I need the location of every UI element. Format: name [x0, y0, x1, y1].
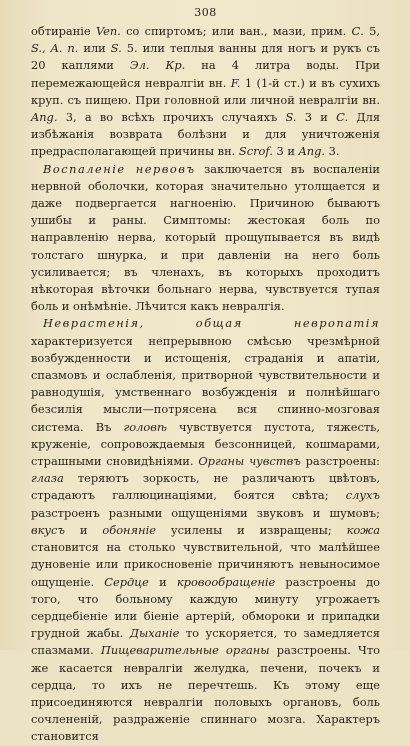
- text-run: то ускоряется, то замедляется спазмами.: [31, 626, 380, 658]
- italic-term: Scrof.: [238, 144, 273, 159]
- text-run: 3, а во всѣхъ прочихъ случаяхъ: [57, 110, 286, 125]
- text-run: со спиртомъ; или ван., мази, прим.: [120, 24, 352, 38]
- italic-term: S.: [110, 41, 122, 56]
- text-run: или: [78, 41, 111, 56]
- text-run: и: [148, 574, 177, 589]
- italic-term: F.: [230, 75, 241, 90]
- section-heading: Неврастенія, общая невропатія: [43, 316, 380, 331]
- italic-term: S.: [285, 110, 297, 125]
- text-run: разстроены. Что же касается невралгіи желудка, печени, почекъ и сердца, то ихъ не перечтешь. Къ этому еще присоединяются невралгіи половыхъ органовъ, боль сочлененій, раздраженіе спиннаго мозга. Характеръ становится: [31, 643, 380, 744]
- text-run: 3.: [325, 144, 340, 159]
- paragraph-treatment: [31, 23, 380, 161]
- italic-term: Сердце: [104, 574, 149, 589]
- italic-term: Пищеварительные органы: [100, 643, 270, 658]
- text-run: характеризуется непрерывною смѣсью чрезмѣрной возбужденности и истощенія, страданія и апатіи, спазмовъ и ослабленія, притворной чувствительности и равнодушія, умственнаго возбужденія и полнѣйшаго безсилія мысли—потрясена вся спинно-мозговая система. Въ: [31, 333, 380, 434]
- italic-term: A. n.: [50, 41, 79, 56]
- text-run: и: [65, 522, 103, 537]
- text-run: чувствуется пустота, тяжесть, круженіе, сопровождаемыя безсонницей, кошмарами, страшными сновидѣніями.: [31, 419, 380, 469]
- text-run: 5,: [363, 24, 380, 38]
- italic-term: Эл. Кр.: [129, 58, 186, 73]
- text-run: 3 и: [296, 110, 337, 125]
- italic-term: кровообращеніе: [176, 574, 276, 589]
- text-run: становится на столько чувствительной, что малѣйшее дуновеніе или прикосновеніе причиняютъ невыносимое ощущеніе.: [31, 540, 380, 589]
- text-run: на 4 литра воды. При перемежающейся невралгіи вн.: [31, 58, 381, 90]
- italic-term: Органы чувствъ: [198, 454, 301, 469]
- italic-term: кожа: [346, 522, 380, 537]
- italic-term: вкусъ: [31, 522, 66, 537]
- section-heading: Воспаленіе нервовъ: [43, 161, 196, 176]
- text-run: 5. или теплыя ванны для ногъ и рукъ съ 20 каплями: [31, 41, 380, 73]
- text-run: обтираніе: [31, 24, 96, 38]
- text-run: теряютъ зоркость, не различаютъ цвѣтовъ, страдаютъ галлюцинаціями, боятся свѣта;: [31, 471, 380, 503]
- italic-term: Ang.: [298, 144, 326, 159]
- italic-term: слухъ: [345, 488, 380, 503]
- page-number: 308: [194, 6, 217, 19]
- text-run: разстроены до того, что больному каждую минуту угрожаетъ сердцебіеніе или біеніе артерій, обмороки и припадки грудной жабы.: [31, 574, 380, 641]
- italic-term: глаза: [31, 471, 64, 486]
- italic-term: Дыханіе: [129, 626, 180, 641]
- paragraph-neuritis: [31, 161, 380, 316]
- text-run: Для избѣжанія возврата болѣзни и для уничтоженія предрасполагающей причины вн.: [31, 110, 381, 159]
- text-run: 1 (1-й ст.) и въ сухихъ круп. съ пищею. При головной или личной невралгіи вн.: [31, 75, 380, 107]
- italic-term: головѣ: [123, 419, 167, 434]
- text-run: 3 и: [272, 144, 299, 159]
- italic-term: Ven.: [95, 24, 121, 38]
- italic-term: обоняніе: [102, 522, 156, 537]
- text-run: усилены и извращены;: [156, 522, 347, 537]
- text-run: разстроенъ разными ощущеніями звуковъ и шумовъ;: [31, 505, 380, 520]
- paragraph-neurasthenia: [31, 315, 380, 745]
- body-text: [31, 23, 380, 746]
- italic-term: S.,: [31, 41, 46, 56]
- text-run: разстроены:: [300, 454, 380, 469]
- italic-term: C.: [336, 110, 349, 125]
- text-run: заключается въ воспаленіи нервной оболочки, которая значительно утолщается и даже подвергается нагноенію. Причиною бываютъ ушибы и раны. Симптомы: жестокая боль по направленію нерва, который прощупывается въ видѣ толстаго шнурка, и при давленіи на него боль усиливается; въ членахъ, въ которыхъ проходитъ нѣкоторая вѣточки больнаго нерва, чувствуется тупая боль и онѣмѣніе. Лѣчится какъ невралгія.: [31, 161, 380, 314]
- italic-term: Ang.: [31, 110, 58, 125]
- italic-term: С.: [351, 24, 364, 38]
